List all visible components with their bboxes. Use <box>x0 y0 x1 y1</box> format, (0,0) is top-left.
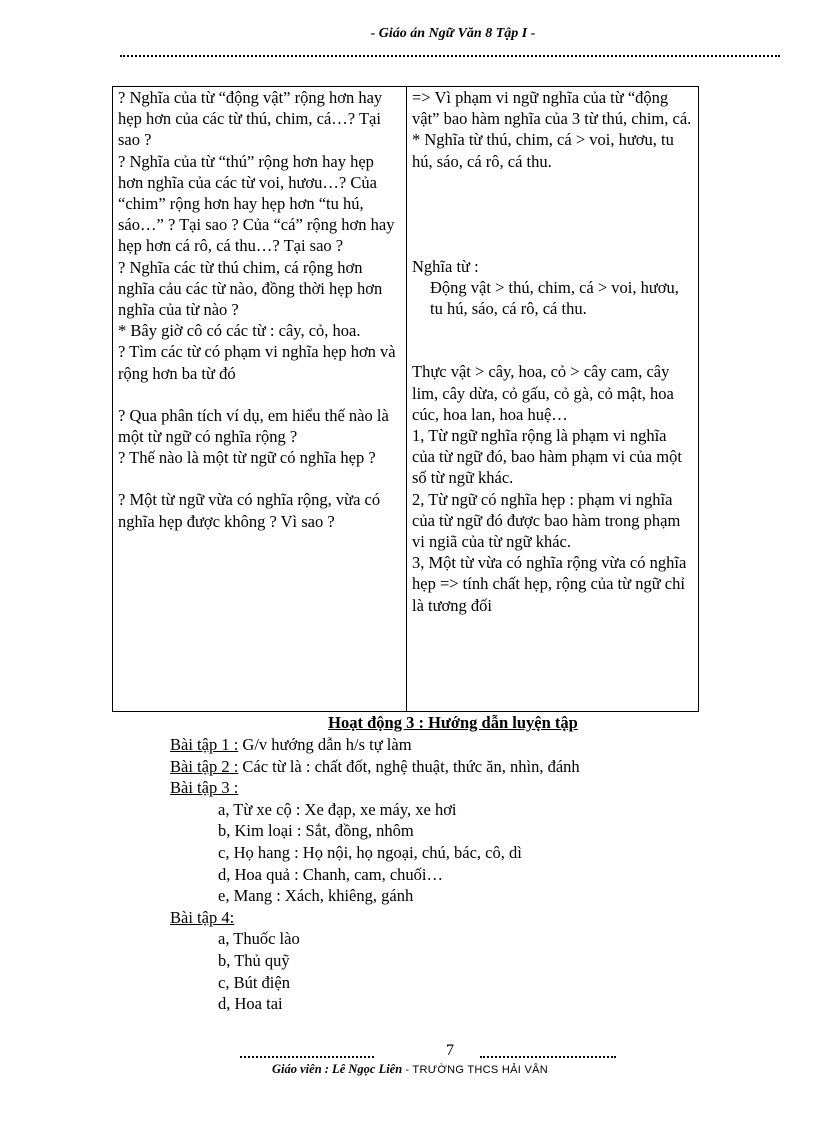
answer-4: Động vật > thú, chim, cá > voi, hươu, tu hú, sáo, cá rô, cá thu. <box>430 278 679 319</box>
footer-credit <box>272 1062 548 1077</box>
exercise-3-item: b, Kim loại : Sắt, đồng, nhôm <box>218 821 414 841</box>
exercise-3 <box>170 777 730 799</box>
exercise-4-item: b, Thủ quỹ <box>218 950 290 970</box>
exercise-4-label: Bài tập 4: <box>170 907 235 927</box>
question-2: ? Nghĩa của từ “thú” rộng hơn hay hẹp hơn nghĩa của các từ voi, hươu…? Của “chim” rộng hơn hay hẹp hơn “tu hú, sáo…” ? Tại sao ? Của “cá” rộng hơn hay hẹp hơn cá rô, cá thu…? Tại sao ? <box>118 151 395 256</box>
exercise-3-label: Bài tập 3 : <box>170 778 239 798</box>
exercise-3-item: d, Hoa quả : Chanh, cam, chuối… <box>218 864 443 884</box>
answer-5: Thực vật > cây, hoa, cỏ > cây cam, cây lim, cây dừa, cỏ gấu, cỏ gà, cỏ mật, hoa cúc, hoa lan, hoa huệ… <box>412 362 674 424</box>
answer-1: => Vì phạm vi ngữ nghĩa của từ “động vật” bao hàm nghĩa của 3 từ thú, chim, cá. <box>412 88 692 129</box>
exercise-4-item: d, Hoa tai <box>218 994 283 1014</box>
footer-dots-right <box>480 1046 616 1058</box>
teacher-name: Giáo viên : Lê Ngọc Liên <box>272 1062 403 1076</box>
page-number: 7 <box>446 1042 454 1059</box>
question-7: ? Thế nào là một từ ngữ có nghĩa hẹp ? <box>118 448 376 468</box>
lesson-table <box>112 86 699 712</box>
exercise-2 <box>170 756 730 778</box>
answer-3: Nghĩa từ : <box>412 256 479 276</box>
question-8: ? Một từ ngữ vừa có nghĩa rộng, vừa có nghĩa hẹp được không ? Vì sao ? <box>118 490 381 531</box>
question-6: ? Qua phân tích ví dụ, em hiểu thế nào là một từ ngữ có nghĩa rộng ? <box>118 405 389 447</box>
exercise-1-label: Bài tập 1 : <box>170 735 239 754</box>
answer-7: 2, Từ ngữ có nghĩa hẹp : phạm vi nghĩa của từ ngữ đó được bao hàm trong phạm vi ngiã của từ ngữ khác. <box>412 489 681 552</box>
questions-column <box>113 87 407 712</box>
answer-2: * Nghĩa từ thú, chim, cá > voi, hươu, tu hú, sáo, cá rô, cá thu. <box>412 130 674 171</box>
activity-title: Hoạt động 3 : Hướng dẫn luyện tập <box>328 713 578 732</box>
answer-8: 3, Một từ vừa có nghĩa rộng vừa có nghĩa hẹp => tính chất hẹp, rộng của từ ngữ chỉ là tương đối <box>412 553 687 615</box>
question-4: * Bây giờ cô có các từ : cây, cỏ, hoa. <box>118 321 361 341</box>
question-3: ? Nghĩa các từ thú chim, cá rộng hơn nghĩa cảu các từ nào, đồng thời hẹp hơn nghĩa của từ nào ? <box>118 257 383 320</box>
answer-6: 1, Từ ngữ nghĩa rộng là phạm vi nghĩa của từ ngữ đó, bao hàm phạm vi của một số từ ngữ khác. <box>412 426 682 488</box>
exercise-3-item: e, Mang : Xách, khiêng, gánh <box>218 886 414 906</box>
exercise-4 <box>170 907 730 929</box>
exercise-2-text: Các từ là : chất đốt, nghệ thuật, thức ăn, nhìn, đánh <box>242 756 580 776</box>
page-header-title: - Giáo án Ngữ Văn 8 Tập I - <box>370 26 536 41</box>
footer-dots-left <box>240 1046 374 1058</box>
exercise-3-item: c, Họ hang : Họ nội, họ ngoại, chú, bác, cô, dì <box>218 842 522 862</box>
school-name: - TRƯỜNG THCS HẢI VÂN <box>405 1064 548 1076</box>
exercise-1 <box>170 734 730 756</box>
header-divider <box>120 47 780 57</box>
exercise-1-text: G/v hướng dẫn h/s tự làm <box>242 735 412 754</box>
exercise-3-item: a, Từ xe cộ : Xe đạp, xe máy, xe hơi <box>218 799 457 819</box>
question-5: ? Tìm các từ có phạm vi nghĩa hẹp hơn và rộng hơn ba từ đó <box>118 342 396 383</box>
answers-column <box>407 87 699 712</box>
question-1: ? Nghĩa của từ “động vật” rộng hơn hay hẹp hơn của các từ thú, chim, cá…? Tại sao ? <box>118 88 383 150</box>
exercise-2-label: Bài tập 2 : <box>170 756 239 776</box>
exercise-4-item: a, Thuốc lào <box>218 929 300 949</box>
exercise-list <box>170 734 730 1015</box>
exercise-4-item: c, Bút điện <box>218 972 290 992</box>
